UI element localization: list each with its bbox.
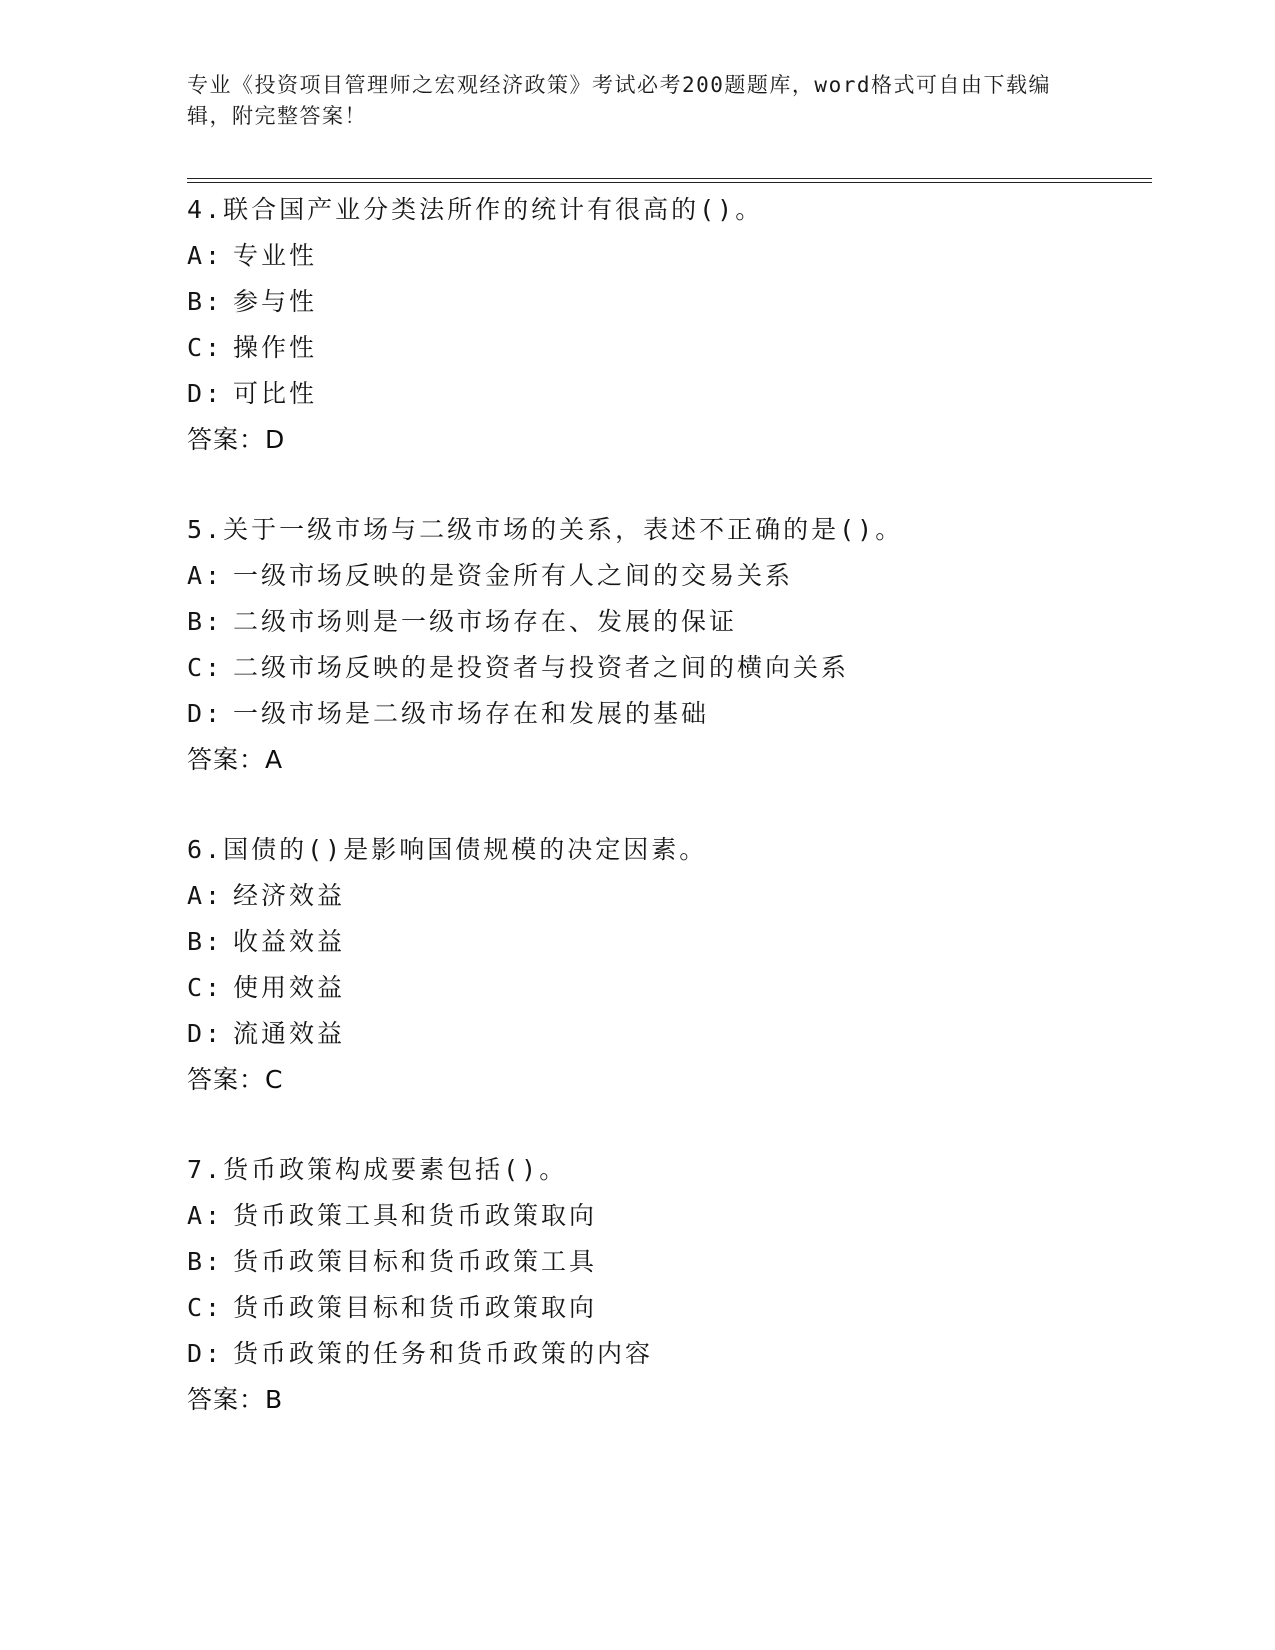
option-d xyxy=(187,1011,1147,1057)
option-text: 使用效益 xyxy=(233,973,346,1002)
option-a xyxy=(187,873,1147,919)
option-letter: C: xyxy=(187,973,224,1002)
option-text: 一级市场反映的是资金所有人之间的交易关系 xyxy=(233,561,794,590)
question-block-4 xyxy=(187,187,1147,463)
option-c xyxy=(187,325,1147,371)
option-d xyxy=(187,691,1147,737)
option-letter: C: xyxy=(187,653,224,682)
option-letter: B: xyxy=(187,287,224,316)
option-a xyxy=(187,1193,1147,1239)
option-letter: A: xyxy=(187,241,224,270)
question-stem: 5.关于一级市场与二级市场的关系，表述不正确的是()。 xyxy=(187,515,904,544)
option-b xyxy=(187,599,1147,645)
option-text: 流通效益 xyxy=(233,1019,346,1048)
question-block-6 xyxy=(187,827,1147,1103)
option-text: 一级市场是二级市场存在和发展的基础 xyxy=(233,699,710,728)
option-letter: A: xyxy=(187,881,224,910)
option-letter: B: xyxy=(187,927,224,956)
option-b xyxy=(187,919,1147,965)
option-text: 二级市场反映的是投资者与投资者之间的横向关系 xyxy=(233,653,850,682)
option-letter: B: xyxy=(187,607,224,636)
answer-line: 答案：B xyxy=(187,1385,284,1414)
answer-line: 答案：D xyxy=(187,425,286,454)
option-a xyxy=(187,233,1147,279)
header-divider-bottom xyxy=(187,182,1152,183)
option-letter: D: xyxy=(187,379,224,408)
option-d xyxy=(187,1331,1147,1377)
option-letter: D: xyxy=(187,699,224,728)
option-text: 专业性 xyxy=(233,241,318,270)
answer-line: 答案：A xyxy=(187,745,284,774)
option-letter: D: xyxy=(187,1339,224,1368)
option-c xyxy=(187,645,1147,691)
option-letter: C: xyxy=(187,1293,224,1322)
option-text: 经济效益 xyxy=(233,881,346,910)
option-c xyxy=(187,1285,1147,1331)
option-text: 二级市场则是一级市场存在、发展的保证 xyxy=(233,607,738,636)
question-stem: 4.联合国产业分类法所作的统计有很高的()。 xyxy=(187,195,764,224)
option-c xyxy=(187,965,1147,1011)
answer-line: 答案：C xyxy=(187,1065,284,1094)
question-block-5 xyxy=(187,507,1147,783)
option-text: 货币政策工具和货币政策取向 xyxy=(233,1201,598,1230)
option-text: 收益效益 xyxy=(233,927,346,956)
option-text: 货币政策的任务和货币政策的内容 xyxy=(233,1339,654,1368)
question-stem: 7.货币政策构成要素包括()。 xyxy=(187,1155,568,1184)
option-letter: A: xyxy=(187,1201,224,1230)
option-text: 参与性 xyxy=(233,287,318,316)
option-b xyxy=(187,279,1147,325)
question-stem: 6.国债的()是影响国债规模的决定因素。 xyxy=(187,835,708,864)
option-d xyxy=(187,371,1147,417)
option-text: 货币政策目标和货币政策取向 xyxy=(233,1293,598,1322)
option-letter: A: xyxy=(187,561,224,590)
option-a xyxy=(187,553,1147,599)
option-letter: D: xyxy=(187,1019,224,1048)
option-text: 操作性 xyxy=(233,333,318,362)
header-divider-top xyxy=(187,178,1152,179)
option-b xyxy=(187,1239,1147,1285)
option-letter: B: xyxy=(187,1247,224,1276)
question-block-7 xyxy=(187,1147,1147,1423)
option-text: 货币政策目标和货币政策工具 xyxy=(233,1247,598,1276)
option-text: 可比性 xyxy=(233,379,318,408)
document-header: 专业《投资项目管理师之宏观经济政策》考试必考200题题库，word格式可自由下载编辑，附完整答案！ xyxy=(187,73,1051,128)
option-letter: C: xyxy=(187,333,224,362)
